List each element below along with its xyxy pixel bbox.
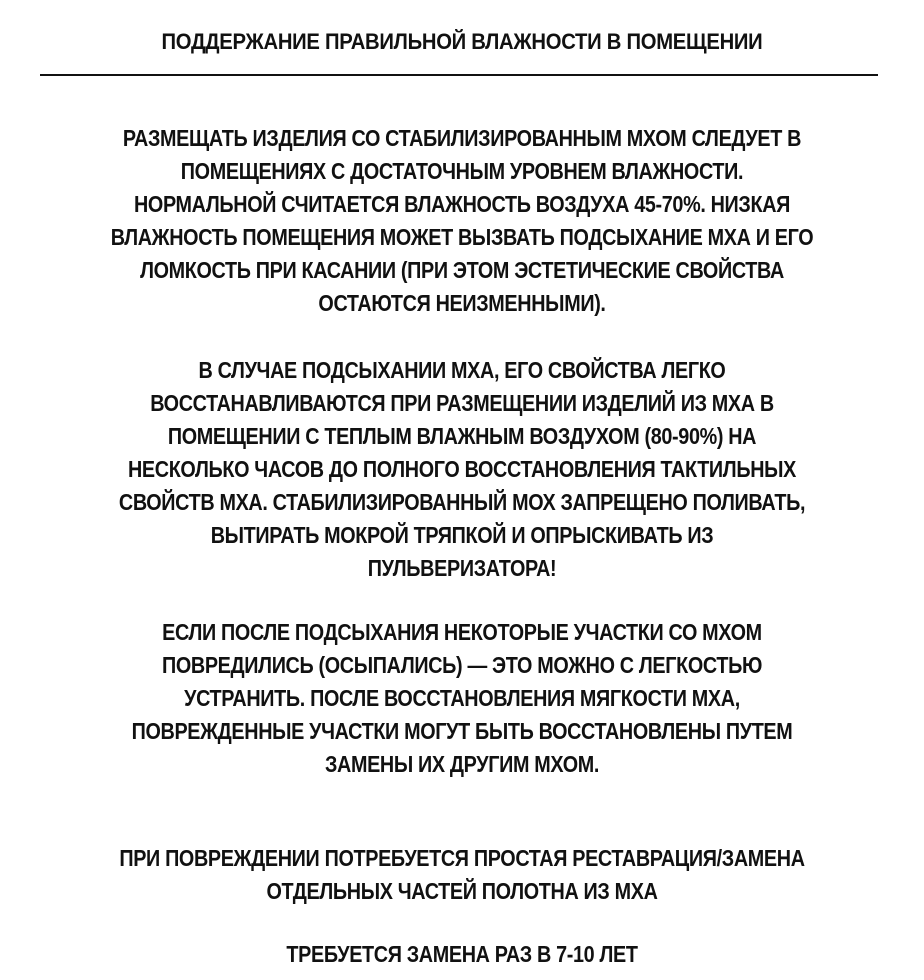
title-divider bbox=[40, 74, 878, 76]
paragraph-moss-restoration: В СЛУЧАЕ ПОДСЫХАНИИ МХА, ЕГО СВОЙСТВА ЛЕГКО ВОССТАНАВЛИВАЮТСЯ ПРИ РАЗМЕЩЕНИИ ИЗДЕЛИЙ ИЗ МХА В ПОМЕЩЕНИИ С ТЕПЛЫМ ВЛАЖНЫМ ВОЗДУХОМ (80-90%) НА НЕСКОЛЬКО ЧАСОВ ДО ПОЛНОГО ВОССТАНОВЛЕНИЯ ТАКТИЛЬНЫХ СВОЙСТВ МХА. СТАБИЛИЗИРОВАННЫЙ МОХ ЗАПРЕЩЕНО ПОЛИВАТЬ, ВЫТИРАТЬ МОКРОЙ ТРЯПКОЙ И ОПРЫСКИВАТЬ ИЗ ПУЛЬВЕРИЗАТОРА! bbox=[118, 357, 806, 581]
paragraph-damage-repair: ЕСЛИ ПОСЛЕ ПОДСЫХАНИЯ НЕКОТОРЫЕ УЧАСТКИ СО МХОМ ПОВРЕДИЛИСЬ (ОСЫПАЛИСЬ) — ЭТО МОЖНО С ЛЕГКОСТЬЮ УСТРАНИТЬ. ПОСЛЕ ВОССТАНОВЛЕНИЯ МЯГКОСТИ МХА, ПОВРЕЖДЕННЫЕ УЧАСТКИ МОГУТ БЫТЬ ВОССТАНОВЛЕНЫ ПУТЕМ ЗАМЕНЫ ИХ ДРУГИМ МХОМ. bbox=[131, 619, 793, 777]
paragraph-restoration-replacement: ПРИ ПОВРЕЖДЕНИИ ПОТРЕБУЕТСЯ ПРОСТАЯ РЕСТАВРАЦИЯ/ЗАМЕНА ОТДЕЛЬНЫХ ЧАСТЕЙ ПОЛОТНА ИЗ МХА bbox=[119, 845, 805, 904]
document-title: ПОДДЕРЖАНИЕ ПРАВИЛЬНОЙ ВЛАЖНОСТИ В ПОМЕЩЕНИИ bbox=[161, 29, 763, 54]
paragraph-humidity-placement: РАЗМЕЩАТЬ ИЗДЕЛИЯ СО СТАБИЛИЗИРОВАННЫМ МХОМ СЛЕДУЕТ В ПОМЕЩЕНИЯХ С ДОСТАТОЧНЫМ УРОВНЕМ ВЛАЖНОСТИ. НОРМАЛЬНОЙ СЧИТАЕТСЯ ВЛАЖНОСТЬ ВОЗДУХА 45-70%. НИЗКАЯ ВЛАЖНОСТЬ ПОМЕЩЕНИЯ МОЖЕТ ВЫЗВАТЬ ПОДСЫХАНИЕ МХА И ЕГО ЛОМКОСТЬ ПРИ КАСАНИИ (ПРИ ЭТОМ ЭСТЕТИЧЕСКИЕ СВОЙСТВА ОСТАЮТСЯ НЕИЗМЕННЫМИ). bbox=[110, 125, 814, 316]
paragraph-replacement-period: ТРЕБУЕТСЯ ЗАМЕНА РАЗ В 7-10 ЛЕТ bbox=[286, 941, 638, 967]
